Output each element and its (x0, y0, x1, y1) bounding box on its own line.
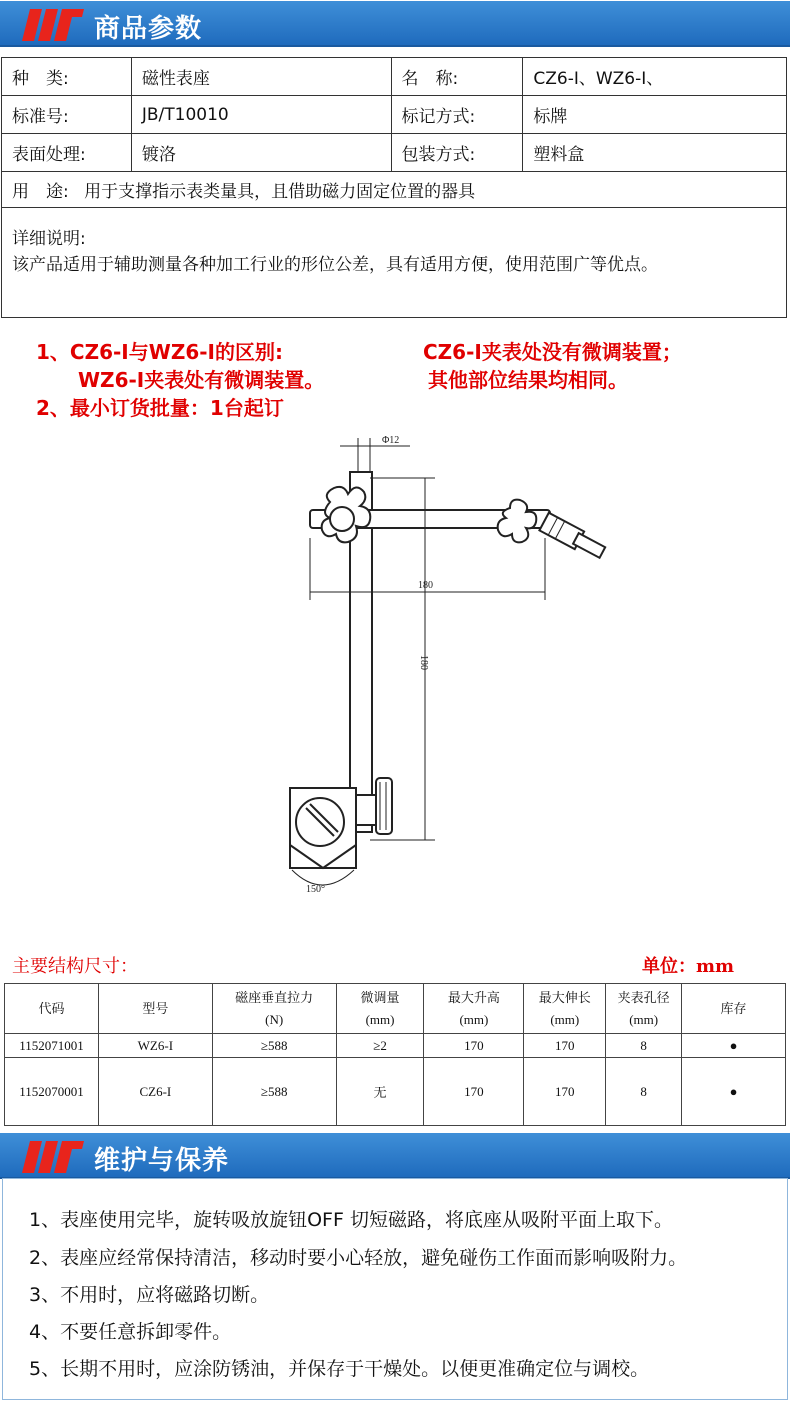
column-header (98, 984, 212, 1034)
list-item: 3、不用时，应将磁路切断。 (29, 1284, 270, 1306)
table-cell: ≥2 (336, 1034, 424, 1058)
column-header-unit: (mm) (629, 1011, 659, 1027)
list-item: 5、长期不用时，应涂防锈油，并保存于干燥处。以便更准确定位与调校。 (29, 1358, 650, 1380)
dim-horizontal-label: 180 (418, 580, 433, 591)
detail-value: 该产品适用于辅助测量各种加工行业的形位公差，具有适用方便，使用范围广等优点。 (12, 255, 658, 275)
section-banner-maintenance (0, 1133, 790, 1179)
list-item: 1、表座使用完毕，旋转吸放旋钮OFF 切短磁路，将底座从吸附平面上取下。 (29, 1209, 673, 1231)
detail-label: 详细说明: (12, 229, 86, 249)
section-title: 商品参数 (94, 14, 203, 44)
spec-row (2, 96, 787, 134)
dimensions-heading: 主要结构尺寸： (12, 956, 138, 977)
dimensions-table (4, 983, 786, 1126)
note-line-1-cont: WZ6-Ⅰ夹表处有微调装置。 (78, 368, 325, 392)
brand-logo-icon (20, 5, 86, 43)
column-header (212, 984, 336, 1034)
spec-usage-row (2, 172, 787, 208)
table-row (5, 1058, 786, 1126)
spec-value: 磁性表座 (131, 58, 391, 96)
list-item: 2、表座应经常保持清洁，移动时要小心轻放，避免碰伤工作面而影响吸附力。 (29, 1247, 688, 1269)
column-header-label: 代码 (38, 1000, 65, 1016)
table-header-row (5, 984, 786, 1034)
spec-row (2, 134, 787, 172)
model-notes (36, 338, 682, 422)
table-cell: 170 (524, 1034, 606, 1058)
note-line-1-cont-right: 其他部位结果均相同。 (428, 368, 628, 392)
dimensions-unit: 单位：mm (642, 956, 735, 977)
angle-arc (292, 870, 354, 885)
dim-vertical-label: 180 (418, 655, 429, 670)
spec-label: 种 类: (2, 58, 132, 96)
spec-label: 表面处理: (2, 134, 132, 172)
spec-value: CZ6-Ⅰ、WZ6-Ⅰ、 (523, 58, 787, 96)
dim-diameter-label: Φ12 (382, 435, 400, 446)
column-header-label: 最大升高 (447, 989, 500, 1005)
note-line-2: 2、最小订货批量：1台起订 (36, 396, 284, 420)
maintenance-list (2, 1178, 788, 1400)
table-cell: ≥588 (212, 1034, 336, 1058)
table-cell: 170 (424, 1034, 524, 1058)
column-header-unit: (N) (265, 1011, 284, 1027)
spec-value: JB/T10010 (131, 96, 391, 134)
spec-table (1, 57, 787, 318)
spec-label: 名 称: (391, 58, 523, 96)
section-title: 维护与保养 (94, 1146, 230, 1176)
spec-value: 标牌 (523, 96, 787, 134)
note-line-1-right: CZ6-Ⅰ夹表处没有微调装置； (423, 340, 682, 364)
section-banner-params (0, 1, 790, 47)
column-header-label: 微调量 (360, 989, 400, 1005)
column-header-label: 最大伸长 (538, 989, 591, 1005)
usage-value: 用于支撑指示表类量具，且借助磁力固定位置的器具 (84, 182, 476, 202)
magnetic-base-drawing (270, 430, 630, 900)
column-header (336, 984, 424, 1034)
column-header (682, 984, 786, 1034)
column-header-label: 库存 (720, 1000, 747, 1016)
spec-detail-row (2, 208, 787, 318)
table-cell: 1152070001 (5, 1058, 99, 1126)
column-header-unit: (mm) (365, 1011, 395, 1027)
table-cell: 1152071001 (5, 1034, 99, 1058)
table-cell: CZ6-I (98, 1058, 212, 1126)
spec-label: 标准号: (2, 96, 132, 134)
table-cell: ≥588 (212, 1058, 336, 1126)
spec-label: 包装方式: (391, 134, 523, 172)
spec-value: 镀洛 (131, 134, 391, 172)
spec-value: 塑料盒 (523, 134, 787, 172)
column-header (524, 984, 606, 1034)
column-header (5, 984, 99, 1034)
table-cell: ● (682, 1058, 786, 1126)
table-cell: 8 (606, 1058, 682, 1126)
column-header-label: 夹表孔径 (617, 989, 670, 1005)
spec-row (2, 58, 787, 96)
usage-label: 用 途: (12, 182, 69, 202)
note-line-1: 1、CZ6-Ⅰ与WZ6-Ⅰ的区别: (36, 340, 283, 364)
column-header-unit: (mm) (550, 1011, 580, 1027)
table-cell: 8 (606, 1034, 682, 1058)
column-header (424, 984, 524, 1034)
table-cell: ● (682, 1034, 786, 1058)
table-cell: 170 (424, 1058, 524, 1126)
spec-label: 标记方式: (391, 96, 523, 134)
brand-logo-icon (20, 1137, 86, 1175)
table-cell: WZ6-I (98, 1034, 212, 1058)
side-knob (376, 778, 392, 834)
table-cell: 无 (336, 1058, 424, 1126)
table-row (5, 1034, 786, 1058)
dim-angle-label: 150° (306, 884, 325, 895)
column-header-label: 磁座垂直拉力 (235, 989, 314, 1005)
column-header (606, 984, 682, 1034)
column-header-label: 型号 (142, 1000, 169, 1016)
table-cell: 170 (524, 1058, 606, 1126)
list-item: 4、不要任意拆卸零件。 (29, 1321, 232, 1343)
column-header-unit: (mm) (459, 1011, 489, 1027)
fine-adjust-knob (498, 500, 537, 543)
